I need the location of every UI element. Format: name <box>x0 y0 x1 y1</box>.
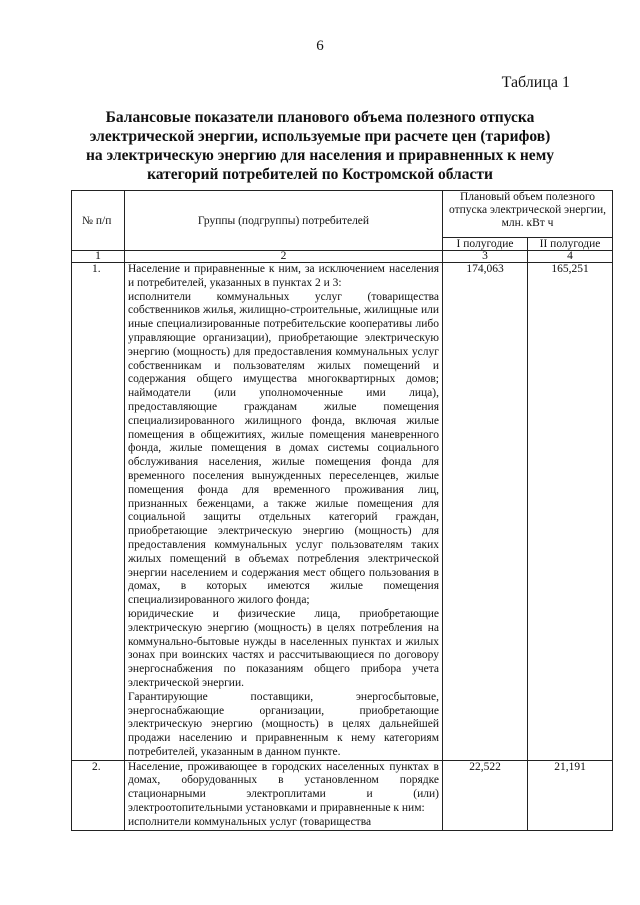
page-number: 6 <box>316 38 324 54</box>
row-paragraph: Население, проживающее в городских населенных пунктах в домах, оборудованных в установленном порядке стационарными электроплитами и (или) электроотопительными установками и приравненные к ним: <box>128 760 439 815</box>
header-consumer-groups: Группы (подгруппы) потребителей <box>125 191 443 251</box>
row-description <box>125 760 443 830</box>
row-paragraph: исполнители коммунальных услуг (товарищества собственников жилья, жилищно-строительные, жилищные или иные специализированные потребительские кооперативы либо управляющие организации), приобретающие электрическую энергию (мощность) для предоставления коммунальных услуг собственникам и пользователям жилых помещений и содержания общего имущества многоквартирных домов; наймодатели (или уполномоченные ими лица), предоставляющие гражданам жилые помещения специализированного жилищного фонда, включая жилые помещения в общежитиях, жилые помещения маневренного фонда, жилые помещения в домах системы социального обслуживания населения, жилые помещения фонда для временного поселения вынужденных переселенцев, жилые помещения фонда для временного проживания лиц, признанных беженцами, а также жилые помещения для социальной защиты отдельных категорий граждан, приобретающие электрическую энергию (мощность) для предоставления коммунальных услуг пользователям таких жилых помещений в объемах потребления электрической энергии населением и содержания мест общего пользования в домах, в которых имеются жилые помещения специализированного жилого фонда; <box>128 290 439 607</box>
row-value-half-2: 21,191 <box>528 760 613 830</box>
row-number: 1. <box>72 263 125 761</box>
column-number: 1 <box>72 251 125 263</box>
column-numbering-row <box>72 251 613 263</box>
column-number: 2 <box>125 251 443 263</box>
row-value-half-1: 22,522 <box>443 760 528 830</box>
row-paragraph: Гарантирующие поставщики, энергосбытовые, энергоснабжающие организации, приобретающие электрическую энергию (мощность) в целях дальнейшей продажи населению и приравненным к нему категориям потребителей, указанным в данном пункте. <box>128 690 439 758</box>
header-planned-volume: Плановый объем полезного отпуска электрической энергии, млн. кВт ч <box>443 191 613 238</box>
table-label: Таблица 1 <box>501 74 570 91</box>
row-paragraph: Население и приравненные к ним, за исключением населения и потребителей, указанных в пунктах 2 и 3: <box>128 263 439 289</box>
document-title: Балансовые показатели планового объема полезного отпуска электрической энергии, используемые при расчете цен (тарифов) на электрическую энергию для населения и приравненных к нему категорий потребителей по Костромской области <box>86 109 554 183</box>
row-paragraph: юридические и физические лица, приобретающие электрическую энергию (мощность) в целях потребления на коммунально-бытовые нужды в населенных пунктах и жилых зонах при воинских частях и рассчитывающиеся по договору энергоснабжения по показаниям общего прибора учета электрической энергии. <box>128 607 439 689</box>
row-number: 2. <box>72 760 125 830</box>
table-row <box>72 760 613 830</box>
column-number: 4 <box>528 251 613 263</box>
row-value-half-1: 174,063 <box>443 263 528 761</box>
table-row <box>72 263 613 761</box>
row-paragraph: исполнители коммунальных услуг (товарищества <box>128 815 372 828</box>
header-number: № п/п <box>72 191 125 251</box>
column-number: 3 <box>443 251 528 263</box>
header-half-year-1: I полугодие <box>443 238 528 251</box>
header-half-year-2: II полугодие <box>528 238 613 251</box>
row-value-half-2: 165,251 <box>528 263 613 761</box>
balance-table <box>71 190 613 831</box>
row-description <box>125 263 443 761</box>
